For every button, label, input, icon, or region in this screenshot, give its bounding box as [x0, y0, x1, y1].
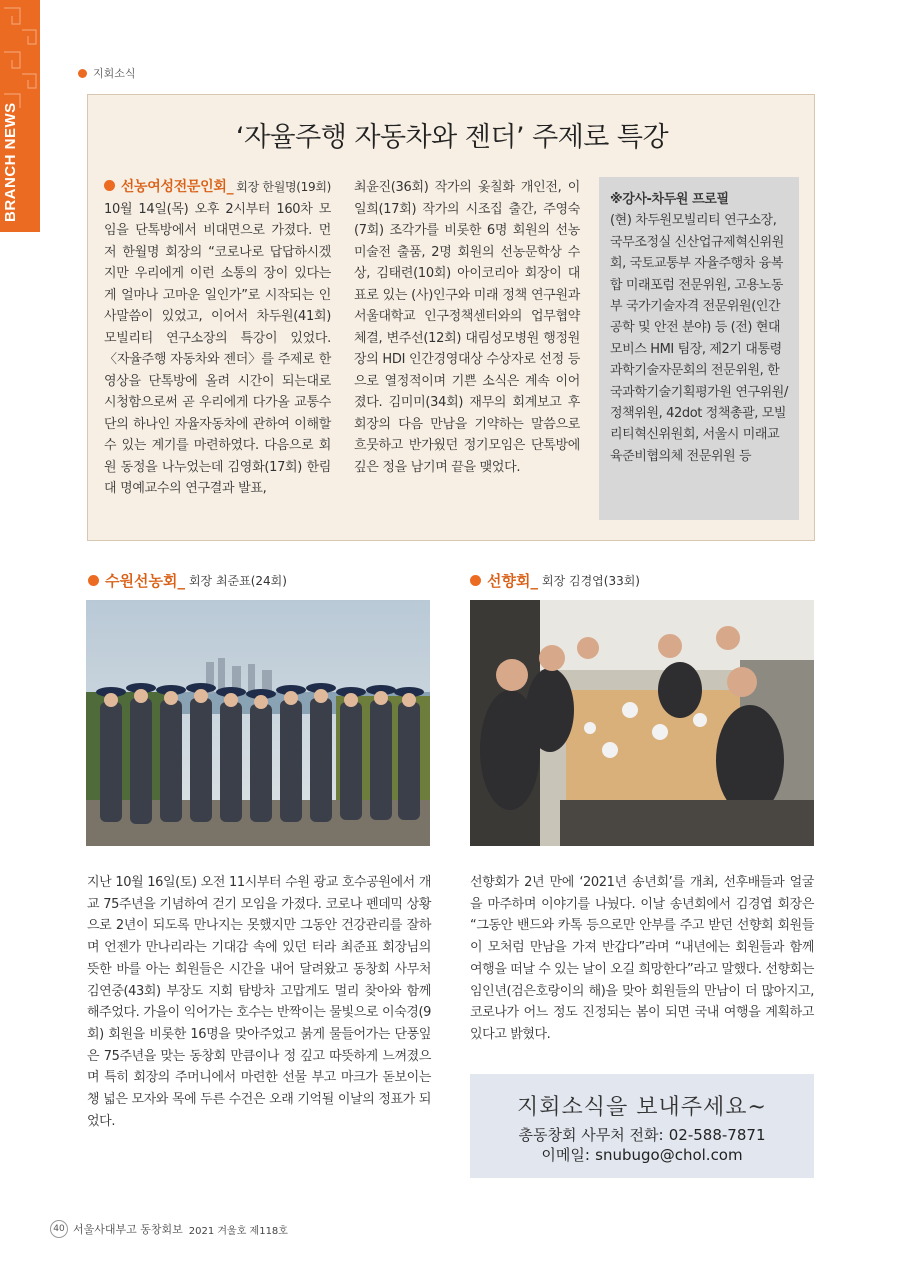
- contact-phone-line: [470, 1125, 814, 1145]
- bullet-dot-icon: [470, 575, 481, 586]
- feature-article-box: [87, 94, 815, 541]
- article-column-2: [354, 177, 580, 478]
- seonhyang-name: 선향회_: [487, 572, 538, 590]
- contact-email-line: [470, 1145, 814, 1165]
- org-president: 회장 한월명(19회): [236, 180, 331, 194]
- suwon-heading: [88, 570, 287, 591]
- seonhyang-president: 회장 김경엽(33회): [541, 574, 640, 588]
- email-address: snubugo@chol.com: [595, 1146, 743, 1164]
- article-column-1: [104, 177, 331, 500]
- side-tab: [0, 0, 40, 232]
- section-tag: [78, 65, 136, 81]
- suwon-name: 수원선농회_: [105, 572, 185, 590]
- phone-number: 02-588-7871: [668, 1126, 766, 1144]
- seonhyang-article-text: 선향회가 2년 만에 ‘2021년 송년회’를 개최, 선후배들과 얼굴을 마주하며 이야기를 나눴다. 이날 송년회에서 김경엽 회장은 “그동안 밴드와 카톡 등으로만 안부를 주고 받던 선향회 회원들이 모처럼 만남을 가져 반갑다”라며 “내년에는 회원들과 함께 여행을 떠날 수 있는 날이 오길 희망한다”라고 말했다. 선향회는 임인년(검은호랑이의 해)을 맞아 회원들의 만남이 더 많아지고, 코로나가 어느 정도 진정되는 봄이 되면 국내 여행을 계획하고 있다고 밝혔다.: [470, 875, 814, 1042]
- side-label: BRANCH NEWS: [2, 102, 19, 222]
- email-label: 이메일:: [541, 1146, 590, 1164]
- suwon-article-text: 지난 10월 16일(토) 오전 11시부터 수원 광교 호수공원에서 개교 75주년을 기념하여 걷기 모임을 가졌다. 코로나 펜데믹 상황으로 2년이 되도록 만나지는 못했지만 그동안 건강관리를 잘하며 언젠가 만나리라는 기대감 속에 있던 터라 최준표 회장님의 뜻한 바를 아는 회원들은 시간을 내어 달려왔고 동창회 사무처 김연중(43회) 부장도 지회 탐방차 고맙게도 멀리 찾아와 함께 해주었다. 가을이 익어가는 호수는 반짝이는 물빛으로 이숙경(9회) 회원을 비롯한 16명을 맞아주었고 붉게 물들어가는 단풍잎은 75주년을 맞는 동창회 만큼이나 정 깊고 따뜻하게 느껴졌으며 특히 회장의 주머니에서 마련한 선물 부고 마크가 돋보이는 챙 넓은 모자와 목에 두른 수건은 오래 기억될 이날의 정표가 되었다.: [87, 875, 431, 1129]
- lecturer-profile-box: [599, 177, 799, 520]
- profile-title: ※강사-차두원 프로필: [610, 192, 729, 207]
- article-text-col1: 10월 14일(목) 오후 2시부터 160차 모임을 단톡방에서 비대면으로 가졌다. 먼저 한월명 회장의 “코로나로 답답하시겠지만 우리에게 이런 소통의 장이 있다는게 얼마나 고마운 일인가”로 시작되는 인사말씀이 있었고, 이어서 차두원(41회) 모빌리티 연구소장의 특강이 있었다. 〈자율주행 자동차와 젠더〉를 주제로 한 영상을 단톡방에 올려 시간이 되는대로 시청함으로써 곧 우리에게 다가올 교통수단의 하나인 자율자동차에 관하여 이해할 수 있는 계기를 마련하였다. 다음으로 회원 동정을 나누었는데 김영화(17회) 한림대 명예교수의 연구결과 발표,: [104, 201, 331, 496]
- suwon-president: 회장 최준표(24회): [188, 574, 287, 588]
- submit-news-title: 지회소식을 보내주세요~: [517, 1095, 767, 1120]
- article-text-col2: 최윤진(36회) 작가의 옻칠화 개인전, 이일희(17회) 작가의 시조집 출간, 주영숙(7회) 조각가를 비롯한 6명 회원의 선농미술전 출품, 2명 회원의 선농문학상 수상, 김태련(10회) 아이코리아 회장이 대표로 있는 (사)인구와 미래 정책 연구원과 서울대학교 인구정책센터와의 업무협약 체결, 변주선(12회) 대림성모병원 행정원장의 HDI 인간경영대상 수상자로 선정 등으로 열정적이며 기쁜 소식은 계속 이어졌다. 김미미(34회) 재무의 회계보고 후 회장의 다음 만남을 기약하는 말씀으로 흐뭇하고 반가웠던 정기모임은 단톡방에 깊은 정을 남기며 끝을 맺었다.: [354, 180, 580, 475]
- submit-news-box: [470, 1074, 814, 1178]
- section-tag-label: 지회소식: [93, 67, 136, 80]
- org-name: 선농여성전문인회_: [120, 179, 234, 195]
- phone-label: 총동창회 사무처 전화:: [518, 1126, 664, 1144]
- bullet-dot-icon: [78, 69, 87, 78]
- profile-body: (현) 차두원모빌리티 연구소장, 국무조정실 신산업규제혁신위원회, 국토교통부 자율주행차 융복합 미래포럼 전문위원, 고용노동부 국가기술자격 전문위원(인간공학 및 안전 분야) 등 (전) 현대모비스 HMI 팀장, 제2기 대통령 과학기술자문회의 전문위원, 한국과학기술기획평가원 연구위원/정책위원, 42dot 정책총괄, 모빌리티혁신위원회, 서울시 미래교육준비협의체 전문위원 등: [610, 213, 788, 464]
- page-footer: [50, 1220, 288, 1238]
- bullet-dot-icon: [88, 575, 99, 586]
- org-heading: [104, 177, 331, 199]
- pattern-decoration: [0, 0, 40, 110]
- seonhyang-heading: [470, 570, 640, 591]
- suwon-group-photo: [86, 600, 430, 846]
- issue-label: 2021 겨울호 제118호: [188, 1225, 288, 1237]
- seonhyang-dinner-photo: [470, 600, 814, 846]
- article-headline: ‘자율주행 자동차와 젠더’ 주제로 특강: [235, 122, 669, 153]
- page-number: 40: [50, 1220, 68, 1238]
- publication-name: 서울사대부고 동창회보: [73, 1223, 183, 1236]
- bullet-dot-icon: [104, 180, 115, 191]
